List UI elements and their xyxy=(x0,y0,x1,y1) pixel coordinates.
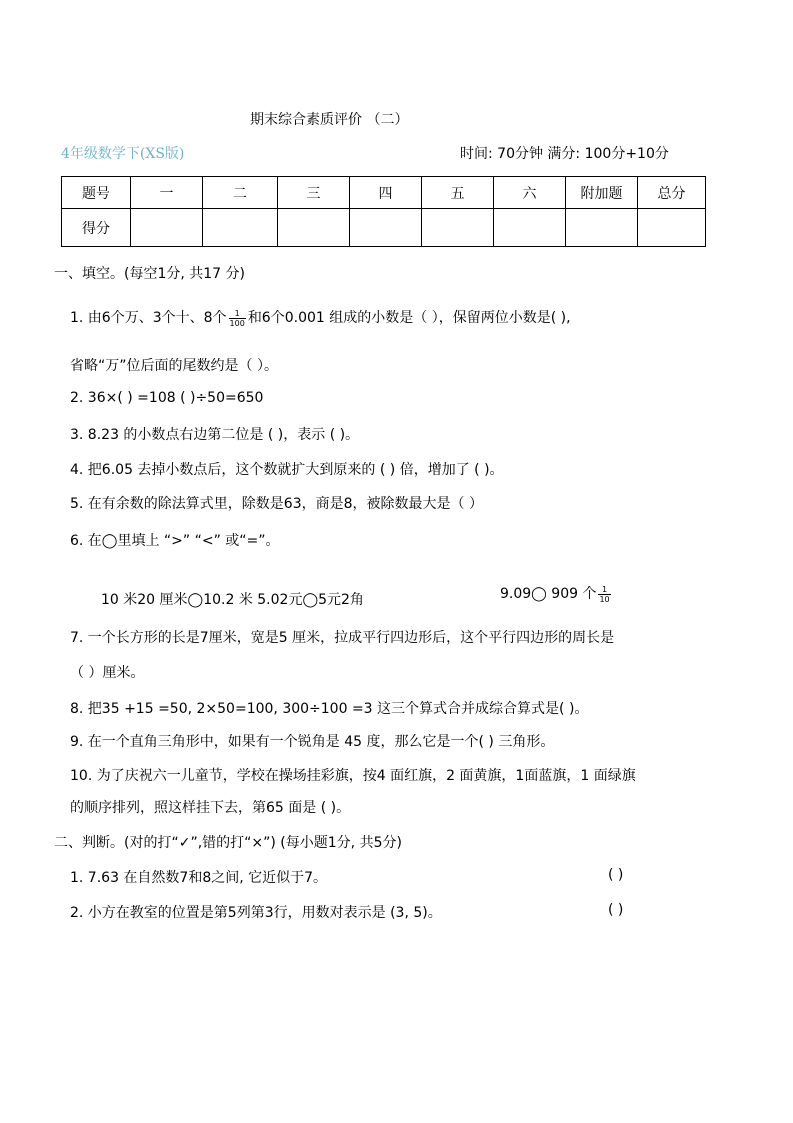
score-entry-cell[interactable] xyxy=(203,209,278,247)
judge-question-1: 1. 7.63 在自然数7和8之间, 它近似于7。 xyxy=(70,870,328,886)
table-cell: 一 xyxy=(131,177,203,209)
question-1 xyxy=(70,307,571,328)
score-table-score-row xyxy=(62,209,706,247)
table-cell: 二 xyxy=(203,177,278,209)
score-entry-cell[interactable] xyxy=(566,209,638,247)
section1-heading: 一、填空。(每空1分, 共17 分) xyxy=(54,266,245,282)
table-cell: 附加题 xyxy=(566,177,638,209)
table-cell: 五 xyxy=(422,177,494,209)
question-3: 3. 8.23 的小数点右边第二位是 ( )，表示 ( )。 xyxy=(70,427,360,443)
question-9: 9. 在一个直角三角形中，如果有一个锐角是 45 度，那么它是一个( ) 三角形。 xyxy=(70,734,555,750)
score-entry-cell[interactable] xyxy=(422,209,494,247)
question-text: 和6个0.001 组成的小数是（ ），保留两位小数是( ), xyxy=(247,310,571,326)
fraction xyxy=(598,585,610,604)
judge-question-2: 2. 小方在教室的位置是第5列第3行，用数对表示是 (3, 5)。 xyxy=(70,905,442,921)
question-7-continued: （ ）厘米。 xyxy=(70,665,145,681)
question-4: 4. 把6.05 去掉小数点后，这个数就扩大到原来的 ( ) 倍，增加了 ( )。 xyxy=(70,462,504,478)
question-10: 10. 为了庆祝六一儿童节，学校在操场挂彩旗，按4 面红旗，2 面黄旗，1面蓝旗，1 面绿旗 xyxy=(70,768,636,784)
question-10-continued: 的顺序排列，照这样挂下去，第65 面是 ( )。 xyxy=(70,800,351,816)
section2-heading: 二、判断。(对的打“✓”,错的打“×”) (每小题1分, 共5分) xyxy=(54,835,402,851)
question-6-item-3 xyxy=(500,583,613,604)
score-entry-cell[interactable] xyxy=(350,209,422,247)
fraction xyxy=(229,309,246,328)
table-cell: 得分 xyxy=(62,209,131,247)
table-cell: 三 xyxy=(278,177,350,209)
question-1-continued: 省略“万”位后面的尾数约是（ ）。 xyxy=(70,358,278,374)
exam-title: 期末综合素质评价 （二） xyxy=(250,112,409,128)
time-info: 时间: 70分钟 满分: 100分+10分 xyxy=(460,146,669,162)
question-7: 7. 一个长方形的长是7厘米，宽是5 厘米，拉成平行四边形后，这个平行四边形的周长是 xyxy=(70,630,615,646)
subject-label: 4年级数学下(XS版) xyxy=(61,146,185,162)
fraction-denominator: 100 xyxy=(229,318,245,328)
table-cell: 六 xyxy=(494,177,566,209)
table-cell: 总分 xyxy=(638,177,706,209)
score-table xyxy=(61,176,706,247)
question-6: 6. 在◯里填上 “>” “<” 或“=”。 xyxy=(70,533,280,549)
fraction-numerator: 1 xyxy=(229,309,246,319)
fraction-numerator: 1 xyxy=(598,585,610,595)
score-entry-cell[interactable] xyxy=(494,209,566,247)
score-entry-cell[interactable] xyxy=(278,209,350,247)
fraction-denominator: 10 xyxy=(599,594,610,604)
question-text: 1. 由6个万、3个十、8个 xyxy=(70,310,227,326)
question-5: 5. 在有余数的除法算式里，除数是63，商是8，被除数最大是（ ） xyxy=(70,496,483,512)
question-6-items: 10 米20 厘米◯10.2 米 5.02元◯5元2角 xyxy=(101,592,364,608)
score-table-header-row xyxy=(62,177,706,209)
score-entry-cell[interactable] xyxy=(638,209,706,247)
answer-paren[interactable]: ( ) xyxy=(608,902,624,918)
question-text: 9.09◯ 909 个 xyxy=(500,586,597,602)
score-entry-cell[interactable] xyxy=(131,209,203,247)
answer-paren[interactable]: ( ) xyxy=(608,867,624,883)
question-2: 2. 36×( ) =108 ( )÷50=650 xyxy=(70,390,264,406)
question-8: 8. 把35 +15 =50, 2×50=100, 300÷100 =3 这三个算式合并成综合算式是( )。 xyxy=(70,701,589,717)
table-cell: 四 xyxy=(350,177,422,209)
table-cell: 题号 xyxy=(62,177,131,209)
